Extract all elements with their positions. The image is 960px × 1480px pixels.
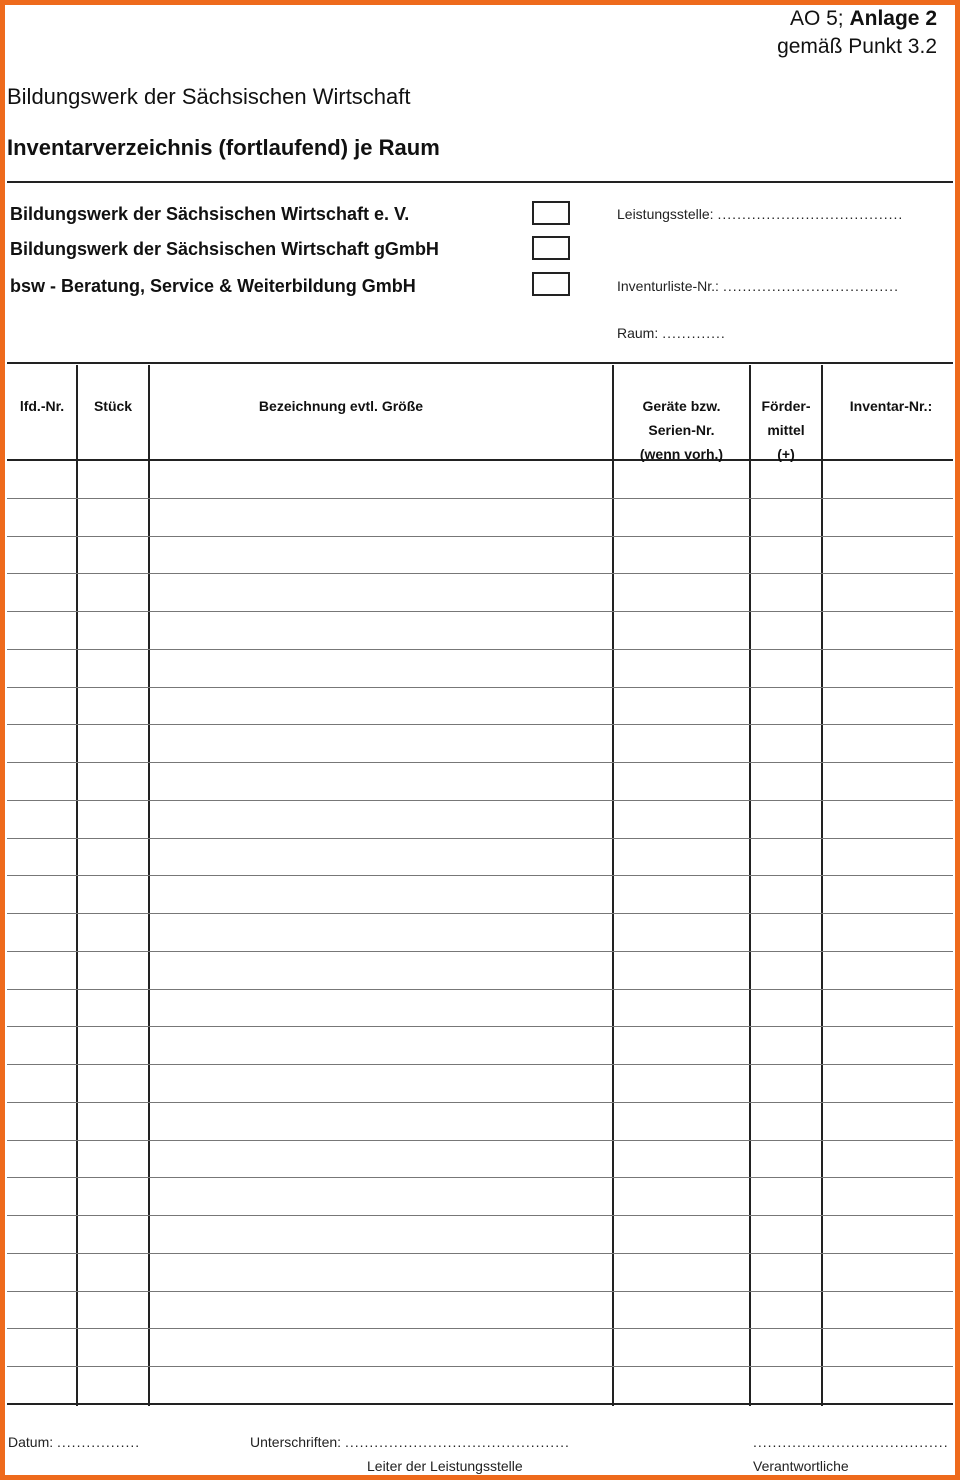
table-row-line bbox=[7, 800, 953, 801]
unterschriften-blank: .............................................. bbox=[344, 1434, 570, 1450]
header-line: lfd.-Nr. bbox=[19, 398, 65, 414]
table-row-line bbox=[7, 1026, 953, 1027]
table-row-line bbox=[7, 951, 953, 952]
table-top-border bbox=[7, 362, 953, 364]
company-ggmbh: Bildungswerk der Sächsischen Wirtschaft gGmbH bbox=[10, 239, 439, 259]
inventurliste-field[interactable] bbox=[617, 278, 899, 294]
checkbox-company-ggmbh[interactable] bbox=[532, 236, 570, 260]
table-row-line bbox=[7, 536, 953, 537]
table-row-line bbox=[7, 724, 953, 725]
column-divider bbox=[148, 365, 150, 1406]
table-row-line bbox=[7, 687, 953, 688]
form-reference bbox=[790, 5, 937, 32]
page-title: Inventarverzeichnis (fortlaufend) je Raum bbox=[7, 135, 440, 160]
inventurliste-label: Inventurliste-Nr.: bbox=[617, 278, 719, 294]
column-header-foerdermittel bbox=[751, 394, 821, 466]
organization-name: Bildungswerk der Sächsischen Wirtschaft bbox=[7, 84, 411, 109]
table-row-line bbox=[7, 989, 953, 990]
unterschriften-label: Unterschriften: bbox=[250, 1434, 342, 1450]
header-line: Serien-Nr. bbox=[648, 422, 715, 438]
table-row-line bbox=[7, 1328, 953, 1329]
column-header-inventar-nr bbox=[823, 394, 959, 418]
table-row-line bbox=[7, 1064, 953, 1065]
header-line: Bezeichnung evtl. Größe bbox=[258, 398, 424, 414]
checkbox-company-ev[interactable] bbox=[532, 201, 570, 225]
raum-blank: ............. bbox=[662, 325, 726, 341]
table-row-line bbox=[7, 1215, 953, 1216]
table-row-line bbox=[7, 611, 953, 612]
table-row-line bbox=[7, 875, 953, 876]
divider-top bbox=[7, 181, 953, 183]
leistungsstelle-label: Leistungsstelle: bbox=[617, 206, 714, 222]
table-row-line bbox=[7, 1366, 953, 1367]
datum-field[interactable] bbox=[8, 1434, 140, 1450]
raum-field[interactable] bbox=[617, 325, 726, 341]
reference-annex: Anlage 2 bbox=[849, 7, 937, 30]
header-line: Förder- bbox=[761, 398, 811, 414]
table-row-line bbox=[7, 1177, 953, 1178]
table-row-line bbox=[7, 573, 953, 574]
verantwortliche-caption: Verantwortliche bbox=[753, 1458, 849, 1474]
table-row-line bbox=[7, 762, 953, 763]
table-row-line bbox=[7, 498, 953, 499]
leiter-caption: Leiter der Leistungsstelle bbox=[367, 1458, 523, 1474]
raum-label: Raum: bbox=[617, 325, 659, 341]
column-divider bbox=[76, 365, 78, 1406]
company-bsw: bsw - Beratung, Service & Weiterbildung GmbH bbox=[10, 276, 416, 296]
reference-prefix: AO 5; bbox=[789, 7, 850, 30]
company-ev: Bildungswerk der Sächsischen Wirtschaft e. V. bbox=[10, 204, 410, 224]
header-line: mittel bbox=[767, 422, 805, 438]
column-divider bbox=[821, 365, 823, 1406]
signature-right-blank: ........................................ bbox=[753, 1434, 949, 1450]
table-row-line bbox=[7, 1140, 953, 1141]
column-divider bbox=[749, 365, 751, 1406]
reference-section: gemäß Punkt 3.2 bbox=[777, 35, 937, 58]
checkbox-company-bsw[interactable] bbox=[532, 272, 570, 296]
table-row-line bbox=[7, 1102, 953, 1103]
table-row-line bbox=[7, 1291, 953, 1292]
header-line: (+) bbox=[777, 446, 795, 462]
datum-blank: ................. bbox=[57, 1434, 141, 1450]
column-header-serien-nr bbox=[614, 394, 749, 466]
unterschriften-field[interactable] bbox=[250, 1434, 570, 1450]
column-divider bbox=[612, 365, 614, 1406]
table-row-line bbox=[7, 838, 953, 839]
table-row-line bbox=[7, 913, 953, 914]
datum-label: Datum: bbox=[8, 1434, 54, 1450]
table-row-line bbox=[7, 649, 953, 650]
column-header-lfd-nr bbox=[7, 394, 77, 418]
inventurliste-blank: .................................... bbox=[722, 278, 899, 294]
column-header-bezeichnung bbox=[150, 394, 532, 418]
column-header-stueck bbox=[78, 394, 148, 418]
header-line: Geräte bzw. bbox=[642, 398, 721, 414]
signature-right-field[interactable] bbox=[753, 1434, 949, 1450]
leistungsstelle-blank: ...................................... bbox=[717, 206, 904, 222]
header-line: Stück bbox=[93, 398, 133, 414]
header-line: (wenn vorh.) bbox=[639, 446, 724, 462]
table-row-line bbox=[7, 1253, 953, 1254]
leistungsstelle-field[interactable] bbox=[617, 206, 903, 222]
header-line: Inventar-Nr.: bbox=[849, 398, 933, 414]
